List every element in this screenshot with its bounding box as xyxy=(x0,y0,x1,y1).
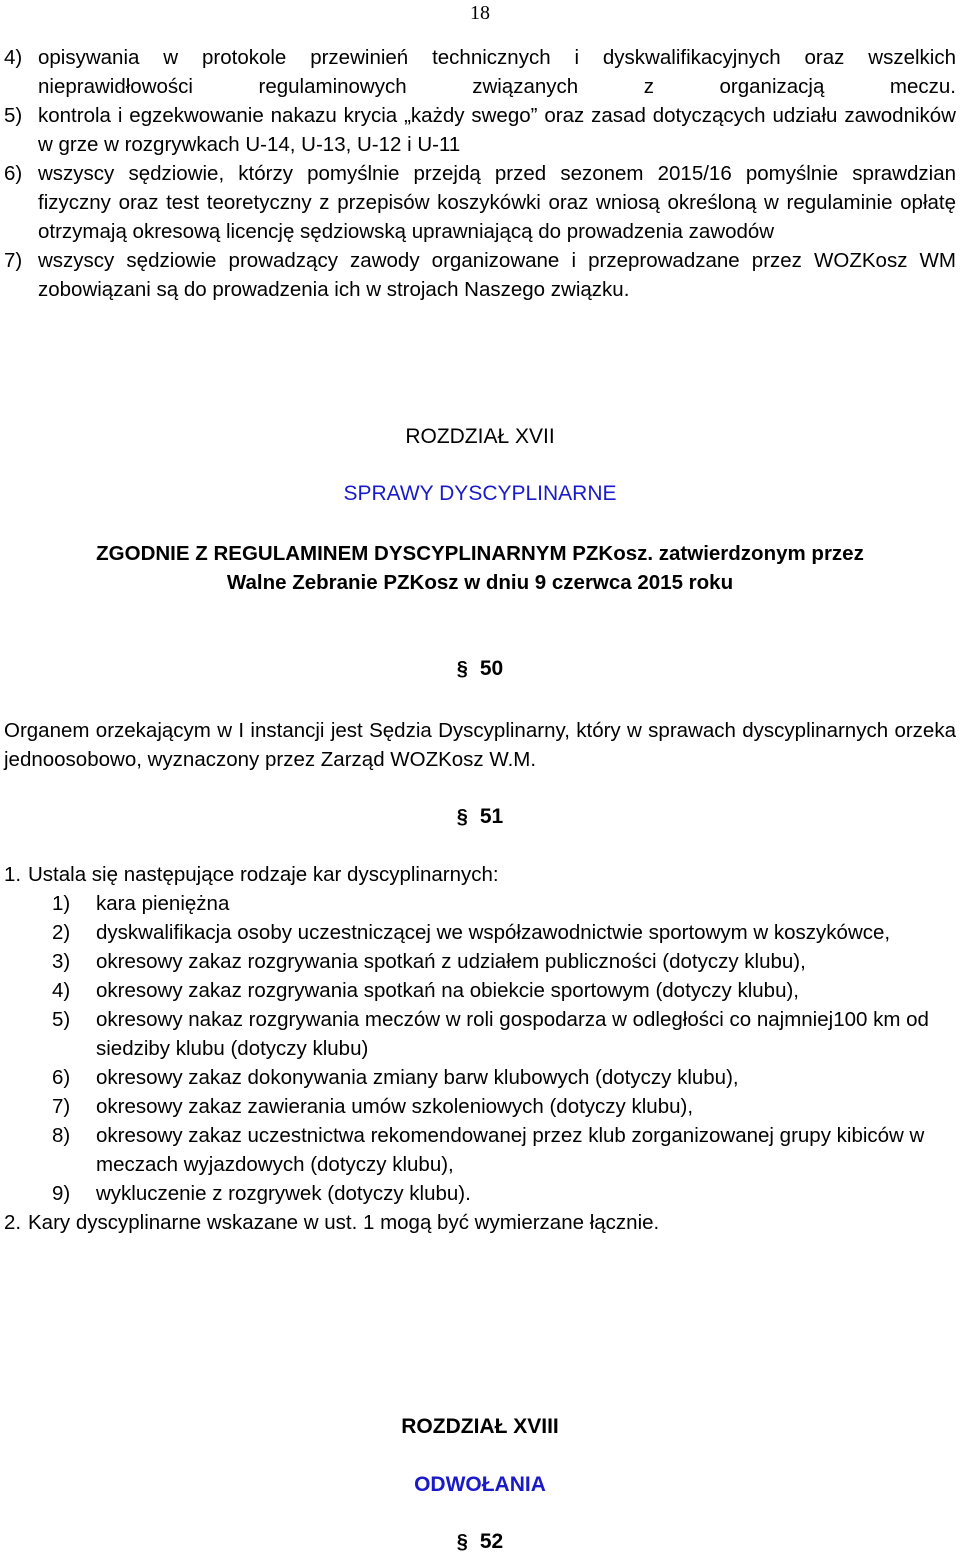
list-item-number: 7) xyxy=(4,249,23,272)
list-item xyxy=(4,889,956,918)
section-number: 52 xyxy=(479,1530,504,1553)
chapter-18-subtitle: ODWOŁANIA xyxy=(414,1473,546,1496)
chapter-17-basis-line2: Walne Zebranie PZKosz w dniu 9 czerwca 2015 roku xyxy=(226,571,734,594)
list-item-text: okresowy zakaz zawierania umów szkoleniowych (dotyczy klubu), xyxy=(96,1095,694,1118)
list-item-text: dyskwalifikacja osoby uczestniczącej we współzawodnictwie sportowym w koszykówce, xyxy=(96,921,891,944)
paragraph xyxy=(4,1208,956,1237)
list-item xyxy=(4,43,956,101)
list-item xyxy=(4,1005,956,1063)
section-sign: § xyxy=(456,658,468,680)
list-item-text: okresowy zakaz dokonywania zmiany barw klubowych (dotyczy klubu), xyxy=(96,1066,739,1089)
list-item-number: 2) xyxy=(52,921,71,944)
list-item-text: wszyscy sędziowie, którzy pomyślnie przejdą przed sezonem 2015/16 pomyślnie sprawdzian fizyczny oraz test teoretyczny z przepisów koszykówki oraz wniosą określoną w regulaminie opłatę otrzymają okresową licencję sędziowską uprawniającą do prowadzenia zawodów xyxy=(38,162,956,243)
list-item-number: 9) xyxy=(52,1182,71,1205)
list-item-text: kara pieniężna xyxy=(96,892,230,915)
list-item xyxy=(4,918,956,947)
list-item xyxy=(4,1179,956,1208)
paragraph xyxy=(4,860,956,889)
list-item xyxy=(4,947,956,976)
list-item-number: 1) xyxy=(52,892,71,915)
section-52-heading xyxy=(0,1528,960,1556)
section-sign: § xyxy=(456,806,468,828)
list-item-text: okresowy zakaz uczestnictwa rekomendowanej przez klub zorganizowanej grupy kibiców w meczach wyjazdowych (dotyczy klubu), xyxy=(96,1124,925,1176)
list-item-text: wszyscy sędziowie prowadzący zawody organizowane i przeprowadzane przez WOZKosz WM zobowiązani są do prowadzenia ich w strojach Naszego związku. xyxy=(38,249,956,301)
chapter-17-basis-line1: ZGODNIE Z REGULAMINEM DYSCYPLINARNYM PZKosz. zatwierdzonym przez xyxy=(96,542,864,565)
section-number: 50 xyxy=(479,657,504,680)
section-51-heading xyxy=(0,803,960,831)
section-sign: § xyxy=(456,1531,468,1553)
paragraph-text: Kary dyscyplinarne wskazane w ust. 1 mogą być wymierzane łącznie. xyxy=(28,1211,660,1234)
list-item-text: opisywania w protokole przewinień technicznych i dyskwalifikacyjnych oraz wszelkich nieprawidłowości regulaminowych związanych z organizacją meczu. xyxy=(38,46,956,98)
list-item-number: 5) xyxy=(4,104,23,127)
section-50-heading xyxy=(0,655,960,683)
list-item-number: 8) xyxy=(52,1124,71,1147)
list-item-number: 4) xyxy=(52,979,71,1002)
list-item xyxy=(4,246,956,304)
paragraph-number: 2. xyxy=(4,1211,22,1234)
top-list xyxy=(4,43,956,304)
list-item-text: okresowy zakaz rozgrywania spotkań z udziałem publiczności (dotyczy klubu), xyxy=(96,950,806,973)
list-item-number: 6) xyxy=(52,1066,71,1089)
list-item-number: 6) xyxy=(4,162,23,185)
list-item xyxy=(4,159,956,246)
chapter-17-title: ROZDZIAŁ XVII xyxy=(405,425,555,448)
list-item xyxy=(4,1092,956,1121)
list-item-text: okresowy nakaz rozgrywania meczów w roli gospodarza w odległości co najmniej100 km od siedziby klubu (dotyczy klubu) xyxy=(96,1008,929,1060)
list-item xyxy=(4,976,956,1005)
list-item-number: 5) xyxy=(52,1008,71,1031)
section-number: 51 xyxy=(479,805,504,828)
section-51-body xyxy=(4,860,956,1237)
list-item-number: 3) xyxy=(52,950,71,973)
list-item-number: 7) xyxy=(52,1095,71,1118)
list-item xyxy=(4,1121,956,1179)
list-item xyxy=(4,101,956,159)
chapter-17-subtitle: SPRAWY DYSCYPLINARNE xyxy=(343,482,617,505)
page-number: 18 xyxy=(470,2,490,24)
list-item-number: 4) xyxy=(4,46,23,69)
paragraph-text: Ustala się następujące rodzaje kar dyscyplinarnych: xyxy=(28,863,499,886)
chapter-18-title: ROZDZIAŁ XVIII xyxy=(401,1415,559,1438)
list-item-text: okresowy zakaz rozgrywania spotkań na obiekcie sportowym (dotyczy klubu), xyxy=(96,979,799,1002)
section-50-text: Organem orzekającym w I instancji jest Sędzia Dyscyplinarny, który w sprawach dyscyplinarnych orzeka jednoosobowo, wyznaczony przez Zarząd WOZKosz W.M. xyxy=(4,719,956,771)
list-item-text: kontrola i egzekwowanie nakazu krycia „każdy swego” oraz zasad dotyczących udziału zawodników w grze w rozgrywkach U-14, U-13, U-12 i U-11 xyxy=(38,104,956,156)
paragraph-number: 1. xyxy=(4,863,22,886)
list-item-text: wykluczenie z rozgrywek (dotyczy klubu). xyxy=(96,1182,471,1205)
list-item xyxy=(4,1063,956,1092)
